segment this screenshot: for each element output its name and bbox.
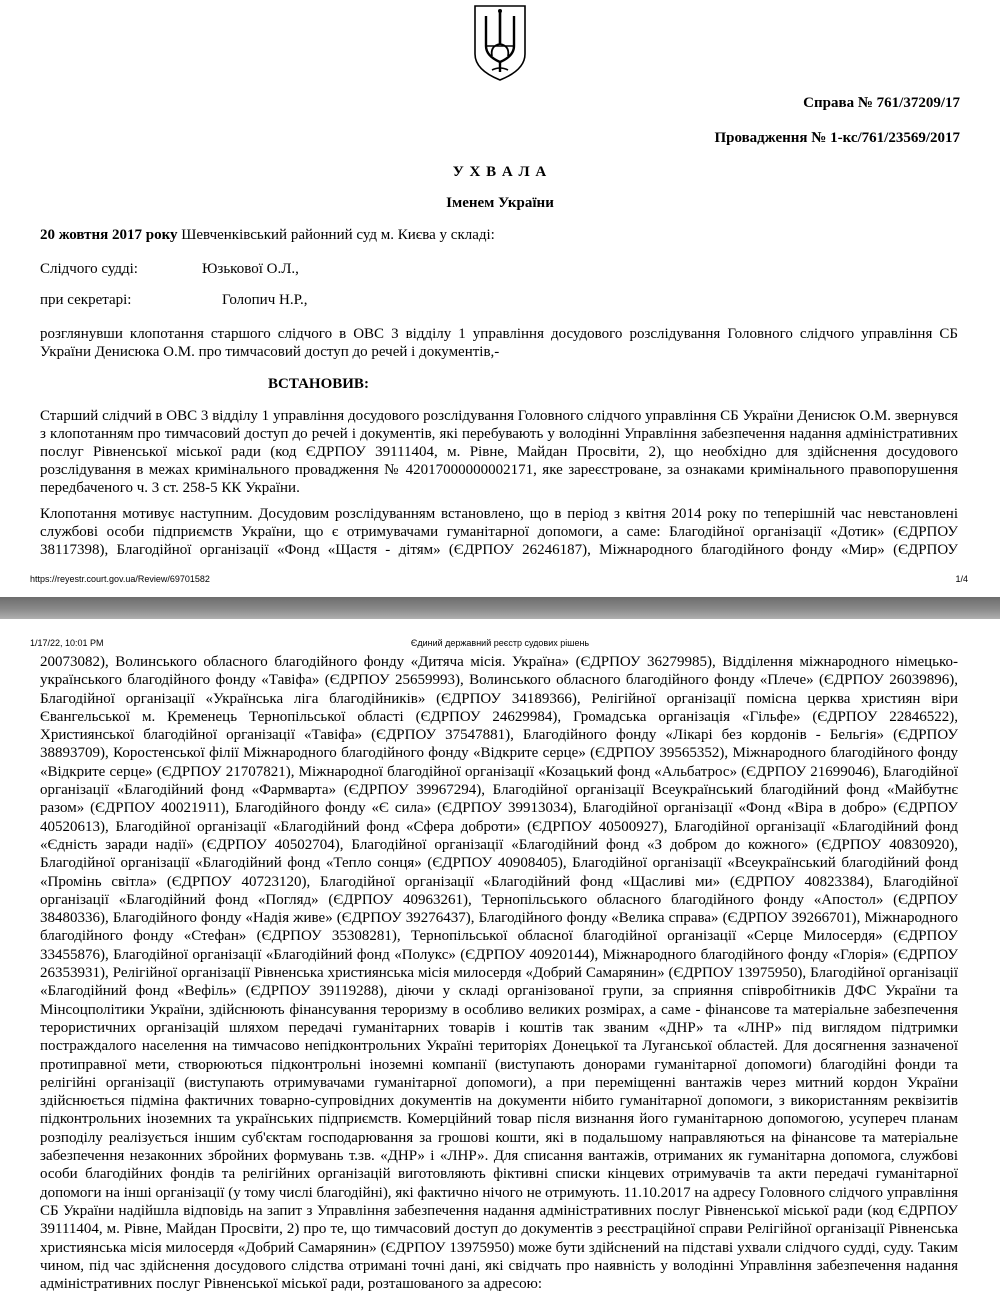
ruling-subtitle: Іменем України	[446, 195, 554, 211]
case-number: Справа № 761/37209/17	[803, 95, 960, 111]
paragraph-2-line: Клопотання мотивує наступним. Досудовим розслідуванням встановлено, що в період з квітня 2014 року по теперішній час невстановлені	[40, 506, 958, 522]
document-page-1	[0, 0, 1000, 597]
paragraph-2-line: службові особи підприємств України, що є отримувачами гуманітарної допомоги, а саме: Благодійної організації «Дотик» (ЄДРПОУ	[40, 524, 958, 540]
date-line	[40, 226, 495, 244]
document-page-2	[0, 619, 1000, 1293]
coat-of-arms-icon	[472, 4, 528, 82]
established-heading: ВСТАНОВИВ:	[268, 376, 369, 392]
ruling-date: 20 жовтня 2017 року	[40, 227, 178, 243]
ruling-title: У Х В А Л А	[452, 164, 548, 180]
paragraph-2	[40, 505, 958, 559]
judge-label: Слідчого судді:	[40, 261, 138, 277]
print-datetime: 1/17/22, 10:01 PM	[30, 638, 104, 648]
body-paragraph: 20073082), Волинського обласного благодійного фонду «Дитяча місія. Україна» (ЄДРПОУ 36279985), Відділення міжнародного німецько-українського благодійного фонду «Тавіфа» (ЄДРПОУ 25659993), Волинського обласного благодійного фонду «Плече» (ЄДРПОУ 26039896), Благодійної організації «Українська ліга благодійників» (ЄДРПОУ 34189366), Релігійної організації помісна церква християн віри Євангельської м. Кременець Тернопільської області (ЄДРПОУ 24629984), Громадська організація «Гільфе» (ЄДРПОУ 22846522), Християнської благодійної організації «Тавіфа» (ЄДРПОУ 37547881), Благодійного фонду «Лікарі без кордонів - Бельгія» (ЄДРПОУ 38893709), Коростенської філії Міжнародного благодійного фонду «Відкрите серце» (ЄДРПОУ 39565352), Міжнародного благодійного фонду «Відкрите серце» (ЄДРПОУ 21707821), Міжнародної благодійної організації «Козацький фонд «Альбатрос» (ЄДРПОУ 21699046), Благодійної організації «Благодійний фонд «Фармварта» (ЄДРПОУ 39967294), Благодійної організації Всеукраїнський благодійний фонд «Майбутнє разом» (ЄДРПОУ 40021911), Благодійного фонду «Є сила» (ЄДРПОУ 39913034), Благодійної організації «Фонд «Віра в добро» (ЄДРПОУ 40520613), Благодійної організації «Благодійний фонд «Сфера доброти» (ЄДРПОУ 40500927), Благодійної організації «Благодійний фонд «Єдність заради надії» (ЄДРПОУ 40502704), Благодійної організації «Благодійний фонд «З добром до кожного» (ЄДРПОУ 40830920), Благодійної організації «Благодійний фонд «Тепло сонця» (ЄДРПОУ 40908405), Благодійної організації «Всеукраїнський благодійний фонд «Промінь світла» (ЄДРПОУ 40723120), Благодійної організації «Благодійний фонд «Щасливі ми» (ЄДРПОУ 40823384), Благодійної організації «Благодійний фонд «Погляд» (ЄДРПОУ 40963261), Тернопільського обласного благодійного фонду «Апостол» (ЄДРПОУ 38480336), Благодійного фонду «Надія живе» (ЄДРПОУ 39276437), Благодійного фонду «Велика справа» (ЄДРПОУ 39266701), Міжнародного благодійного фонду «Стефан» (ЄДРПОУ 35308281), Тернопільської обласної благодійної організації «Серце Милосердя» (ЄДРПОУ 33455876), Благодійної організації «Благодійний фонд «Полукс» (ЄДРПОУ 40920144), Міжнародного благодійного фонду «Глорія» (ЄДРПОУ 26353931), Релігійної організації Рівненська християнська місія милосердя «Добрий Самарянин» (ЄДРПОУ 13975950), Благодійної організації «Благодійний фонд «Вефіль» (ЄДРПОУ 39119288), діючи у складі організованої групи, за сприяння співробітників ДФС України та Мінсоцполітики України, здійснюють фінансування тероризму в особливо великих розмірах, а саме - фінансове та матеріальне забезпечення терористичних організацій шляхом передачі гуманітарних товарів і коштів так званим «ДНР» та «ЛНР» під виглядом підтримки постраждалого населення на тимчасово непідконтрольних Україні територіях Донецької та Луганської областей. Для досягнення зазначеної протиправної мети, створюються підконтрольні іноземні компанії (виступають донорами гуманітарної допомоги) благодійні фонди та релігійні організації (виступають отримувачами гуманітарної допомоги), а при переміщенні вантажів через митний кордон України здійснюється підміна фактичних товарно-супровідних документів на документи нібито гуманітарної допомоги, з використанням реквізитів підконтрольних іноземних та українських підприємств. Комерційний товар після визнання його гуманітарною допомогою, усупереч планам розподілу реалізується іншим суб'єктам господарювання за грошові кошти, які в подальшому направляються на фінансове та матеріальне забезпечення незаконних збройних формувань т.зв. «ДНР» і «ЛНР». Для списання вантажів, отриманих як гуманітарна допомога, службові особи благодійних фондів та релігійних організацій виготовляють фіктивні списки кінцевих отримувачів та акти передачі гуманітарної допомоги на інші організації (у тому числі благодійні), які фактично нічого не отримують. 11.10.2017 на адресу Головного слідчого управління СБ України надійшла відповідь на запит з Управління забезпечення надання адміністративних послуг Рівненської міської ради (код ЄДРПОУ 39111404, м. Рівне, Майдан Просвіти, 2) про те, що тимчасовий доступ до документів з реєстраційної справи Релігійної організації Рівненська християнська місія милосердя «Добрий Самарянин» (ЄДРПОУ 13975950) може бути здійснений на підставі ухвали слідчого судді, суду. Таким чином, під час здійснення досудового слідства отримані точні дані, які свідчать про наявність у володінні Управління забезпечення надання адміністративних послуг Рівненської міської ради, розташованого за адресою:	[40, 654, 958, 1293]
secretary-label: при секретарі:	[40, 292, 132, 308]
paragraph-1: Старший слідчий в ОВС 3 відділу 1 управління досудового розслідування Головного слідчого управління СБ України Денисюк О.М. звернувся з клопотанням про тимчасовий доступ до речей і документів, які перебувають у володінні Управління забезпечення надання адміністративних послуг Рівненської міської ради (код ЄДРПОУ 39111404, м. Рівне, Майдан Просвіти, 2), що необхідно для здійснення досудового розслідування в межах кримінального провадження № 42017000000002171, яке зареєстроване, за ознаками кримінального правопорушення передбаченого ч. 3 ст. 258-5 КК України.	[40, 408, 958, 496]
secretary-name: Голопич Н.Р.,	[222, 292, 308, 308]
registry-title: Єдиний державний реєстр судових рішень	[410, 638, 590, 648]
judge-name: Юзькової О.Л.,	[202, 261, 299, 277]
court-composition: Шевченківський районний суд м. Києва у складі:	[177, 227, 495, 243]
paragraph-2-line: 38117398), Благодійної організації «Фонд «Щастя - дітям» (ЄДРПОУ 26246187), Міжнародного благодійного фонду «Мир» (ЄДРПОУ	[40, 542, 958, 558]
page-separator	[0, 597, 1000, 619]
footer-url: https://reyestr.court.gov.ua/Review/69701582	[30, 574, 210, 584]
proceeding-number: Провадження № 1-кс/761/23569/2017	[714, 130, 960, 146]
footer-page-number: 1/4	[955, 574, 968, 584]
considered-paragraph: розглянувши клопотання старшого слідчого в ОВС 3 відділу 1 управління досудового розслідування Головного слідчого управління СБ України Денисюка О.М. про тимчасовий доступ до речей і документів,-	[40, 326, 958, 360]
